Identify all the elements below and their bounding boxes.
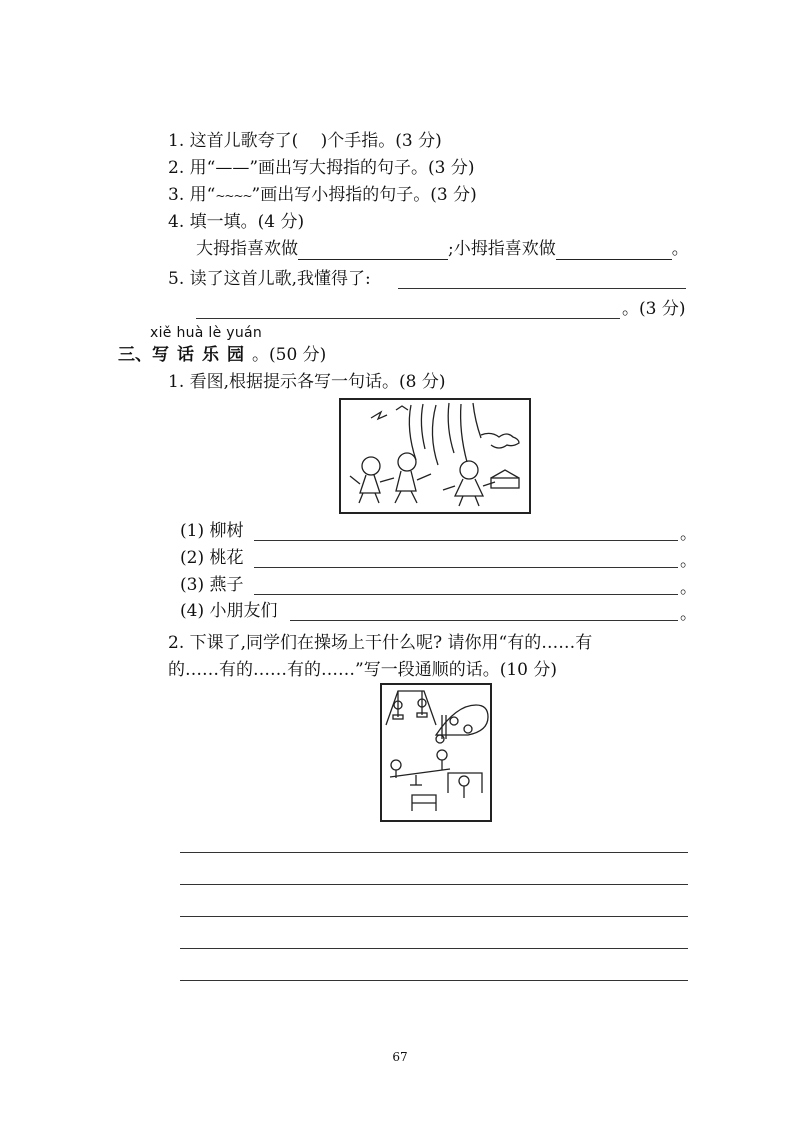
prompt-children: (4) 小朋友们	[180, 601, 278, 621]
answer-line-children[interactable]	[290, 620, 678, 621]
heading-char: 乐	[202, 345, 227, 365]
heading-char: 园	[227, 345, 252, 365]
q4-part2-label: ;小拇指喜欢做	[448, 239, 556, 259]
q4-blank-1[interactable]	[298, 241, 448, 260]
question-4: 4. 填一填。(4 分)	[168, 212, 305, 232]
period-2: 。	[680, 551, 697, 571]
spring-scene-illustration	[339, 398, 531, 514]
q4-part1-label: 大拇指喜欢做	[196, 239, 298, 259]
prompt-swallow: (3) 燕子	[180, 575, 244, 595]
section3-pinyin: xiě huà lè yuán	[150, 325, 263, 341]
s3-question-1: 1. 看图,根据提示各写一句话。(8 分)	[168, 372, 446, 392]
heading-char: 写	[152, 345, 177, 365]
section3-heading	[118, 344, 326, 366]
question-3-prefix: 3. 用“	[168, 185, 216, 205]
playground-drawing	[382, 685, 490, 820]
prompt-peach-blossom: (2) 桃花	[180, 548, 244, 568]
answer-line-peach-blossom[interactable]	[254, 567, 678, 568]
answer-line-willow[interactable]	[254, 540, 678, 541]
q5-answer-line-1[interactable]	[398, 288, 686, 289]
s3-question-2-line2: 的……有的……有的……”写一段通顺的话。(10 分)	[168, 660, 557, 680]
question-5: 5. 读了这首儿歌,我懂得了:	[168, 269, 371, 289]
question-1: 1. 这首儿歌夸了( )个手指。(3 分)	[168, 131, 442, 151]
writing-line-5[interactable]	[180, 980, 688, 981]
section3-number: 三、	[118, 345, 152, 365]
heading-char: 话	[177, 345, 202, 365]
answer-line-swallow[interactable]	[254, 594, 678, 595]
question-3-suffix: ”画出写小拇指的句子。(3 分)	[251, 185, 477, 205]
question-3	[168, 184, 477, 207]
section3-score: 。(50 分)	[252, 345, 327, 365]
period-1: 。	[680, 524, 697, 544]
writing-line-4[interactable]	[180, 948, 688, 949]
playground-illustration	[380, 683, 492, 822]
q5-end: 。(3 分)	[622, 299, 686, 319]
period-4: 。	[680, 604, 697, 624]
prompt-willow: (1) 柳树	[180, 521, 244, 541]
q4-blank-2[interactable]	[556, 241, 672, 260]
writing-line-2[interactable]	[180, 884, 688, 885]
writing-line-1[interactable]	[180, 852, 688, 853]
page-number: 67	[392, 1050, 408, 1064]
q4-end: 。	[671, 239, 689, 259]
q5-answer-line-2[interactable]	[196, 318, 620, 319]
period-3: 。	[680, 578, 697, 598]
section3-title	[152, 345, 252, 365]
wavy-line-symbol: ~~~~	[215, 189, 252, 203]
question-2: 2. 用“——”画出写大拇指的句子。(3 分)	[168, 158, 475, 178]
s3-question-2-line1: 2. 下课了,同学们在操场上干什么呢? 请你用“有的……有	[168, 633, 593, 653]
writing-line-3[interactable]	[180, 916, 688, 917]
spring-scene-drawing	[341, 400, 529, 512]
question-4-fill-line	[196, 238, 689, 260]
